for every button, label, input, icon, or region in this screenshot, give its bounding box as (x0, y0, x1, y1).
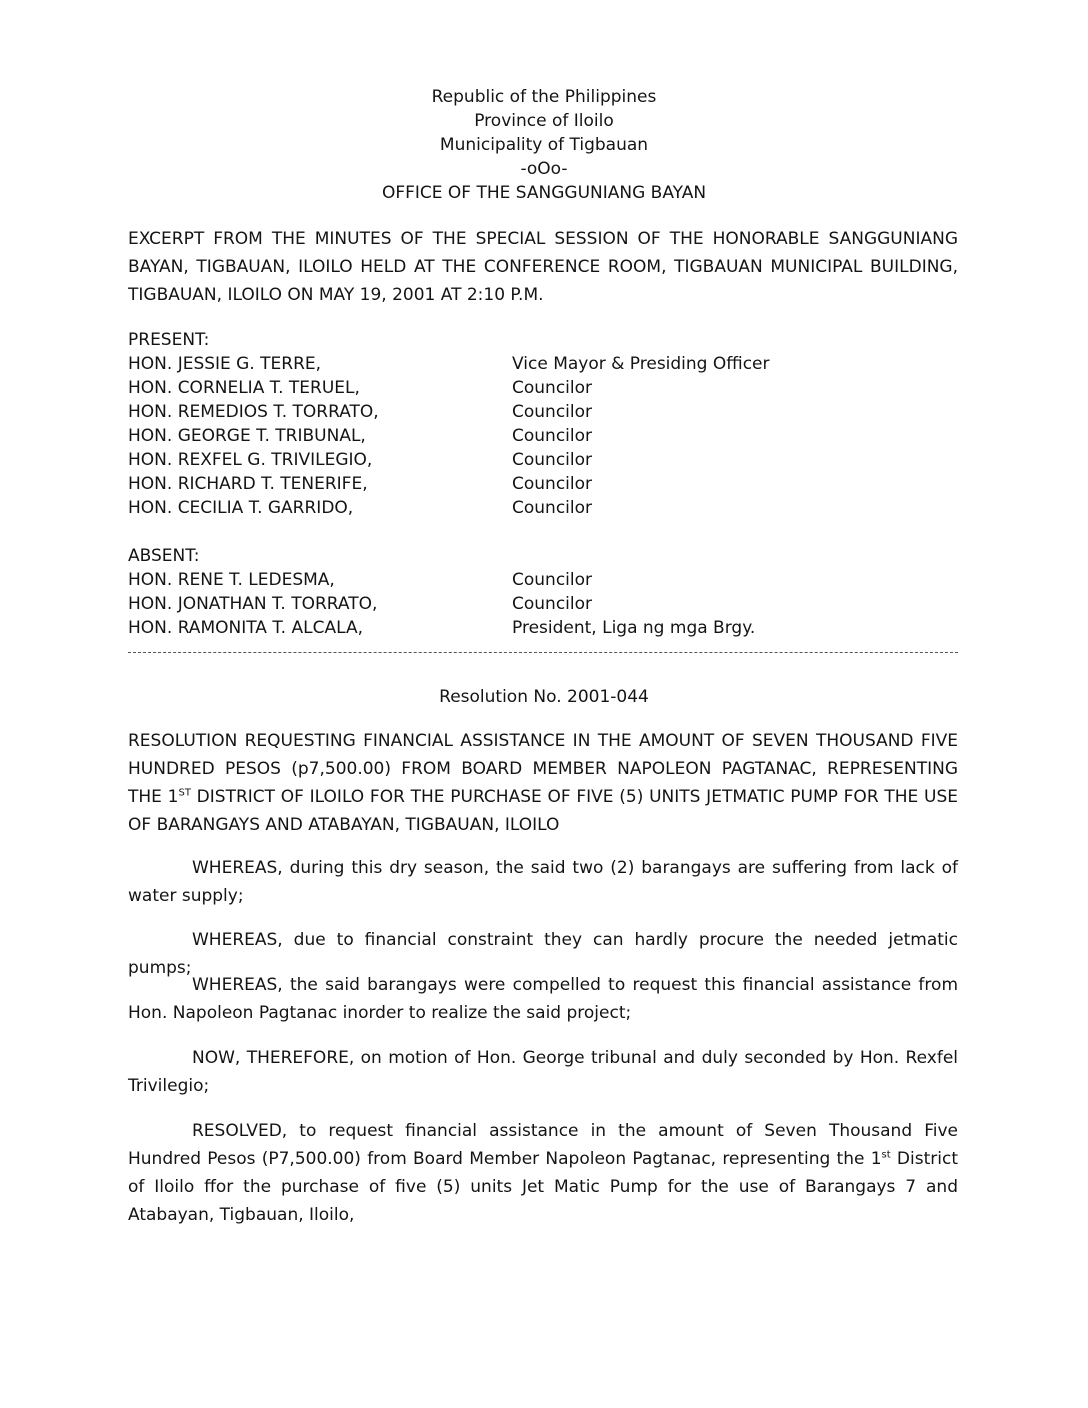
attendee-title: Councilor (512, 498, 593, 518)
attendee-row (128, 424, 958, 448)
absentee-name: HON. JONATHAN T. TORRATO, (128, 594, 378, 614)
whereas-clause-1: WHEREAS, during this dry season, the said two (2) barangays are suffering from lack of water supply; (128, 858, 958, 906)
attendee-title: Councilor (512, 426, 593, 446)
attendee-row (128, 376, 958, 400)
ordinal-suffix: ST (178, 787, 191, 799)
attendee-name: HON. CECILIA T. GARRIDO, (128, 498, 354, 518)
attendee-title: Councilor (512, 378, 593, 398)
whereas-clause-3: WHEREAS, the said barangays were compelled to request this financial assistance from Hon. Napoleon Pagtanac inorder to realize the said project; (128, 975, 958, 1023)
ordinal-suffix: st (881, 1149, 891, 1161)
absentee-row (128, 592, 958, 616)
attendee-name: HON. JESSIE G. TERRE, (128, 354, 322, 374)
attendee-row (128, 496, 958, 520)
attendee-name: HON. GEORGE T. TRIBUNAL, (128, 426, 366, 446)
absentee-row (128, 568, 958, 592)
header-office: OFFICE OF THE SANGGUNIANG BAYAN (381, 183, 707, 203)
absentee-row (128, 616, 958, 640)
attendee-name: HON. REXFEL G. TRIVILEGIO, (128, 450, 373, 470)
resolved-clause (128, 1117, 958, 1229)
resolution-title-text-cont: DISTRICT OF ILOILO FOR THE PURCHASE OF FIVE (5) UNITS JETMATIC PUMP FOR THE USE OF BARANGAYS AND ATABAYAN, TIGBAUAN, ILOILO (128, 787, 958, 835)
present-label: PRESENT: (128, 330, 210, 350)
attendee-title: Councilor (512, 402, 593, 422)
attendee-row (128, 352, 958, 376)
now-therefore-clause: NOW, THEREFORE, on motion of Hon. George tribunal and duly seconded by Hon. Rexfel Trivilegio; (128, 1048, 958, 1096)
letterhead (0, 85, 1088, 205)
attendee-name: HON. REMEDIOS T. TORRATO, (128, 402, 379, 422)
resolved-text: RESOLVED, to request financial assistance in the amount of Seven Thousand Five Hundred Pesos (P7,500.00) from Board Member Napoleon Pagtanac, representing the 1 (128, 1121, 958, 1169)
attendee-row (128, 472, 958, 496)
attendee-name: HON. RICHARD T. TENERIFE, (128, 474, 368, 494)
attendee-title: Councilor (512, 450, 593, 470)
attendee-row (128, 400, 958, 424)
absentee-name: HON. RAMONITA T. ALCALA, (128, 618, 363, 638)
absentee-title: Councilor (512, 594, 593, 614)
attendee-title: Councilor (512, 474, 593, 494)
absentee-title: President, Liga ng mga Brgy. (512, 618, 756, 638)
absentee-name: HON. RENE T. LEDESMA, (128, 570, 335, 590)
resolution-title-text: RESOLUTION REQUESTING FINANCIAL ASSISTANCE IN THE AMOUNT OF SEVEN THOUSAND FIVE HUNDRED PESOS (p7,500.00) FROM BOARD MEMBER NAPOLEON PAGTANAC, REPRESENTING THE 1 (128, 731, 958, 807)
whereas-clause-2: WHEREAS, due to financial constraint they can hardly procure the needed jetmatic pumps; (128, 930, 958, 978)
header-republic: Republic of the Philippines (431, 87, 657, 107)
attendee-name: HON. CORNELIA T. TERUEL, (128, 378, 360, 398)
header-separator: -oOo- (520, 159, 568, 179)
header-province: Province of Iloilo (474, 111, 614, 131)
resolved-text-cont: District of Iloilo ffor the purchase of five (5) units Jet Matic Pump for the use of Barangays 7 and Atabayan, Tigbauan, Iloilo, (128, 1149, 958, 1225)
dashed-divider (128, 652, 958, 653)
resolution-number: Resolution No. 2001-044 (439, 687, 649, 707)
excerpt-paragraph: EXCERPT FROM THE MINUTES OF THE SPECIAL SESSION OF THE HONORABLE SANGGUNIANG BAYAN, TIGBAUAN, ILOILO HELD AT THE CONFERENCE ROOM, TIGBAUAN MUNICIPAL BUILDING, TIGBAUAN, ILOILO ON MAY 19, 2001 AT 2:10 P.M. (128, 229, 958, 305)
absent-label: ABSENT: (128, 546, 200, 566)
header-municipality: Municipality of Tigbauan (439, 135, 649, 155)
absentee-title: Councilor (512, 570, 593, 590)
attendee-row (128, 448, 958, 472)
resolution-title (128, 727, 958, 839)
attendee-title: Vice Mayor & Presiding Officer (512, 354, 770, 374)
